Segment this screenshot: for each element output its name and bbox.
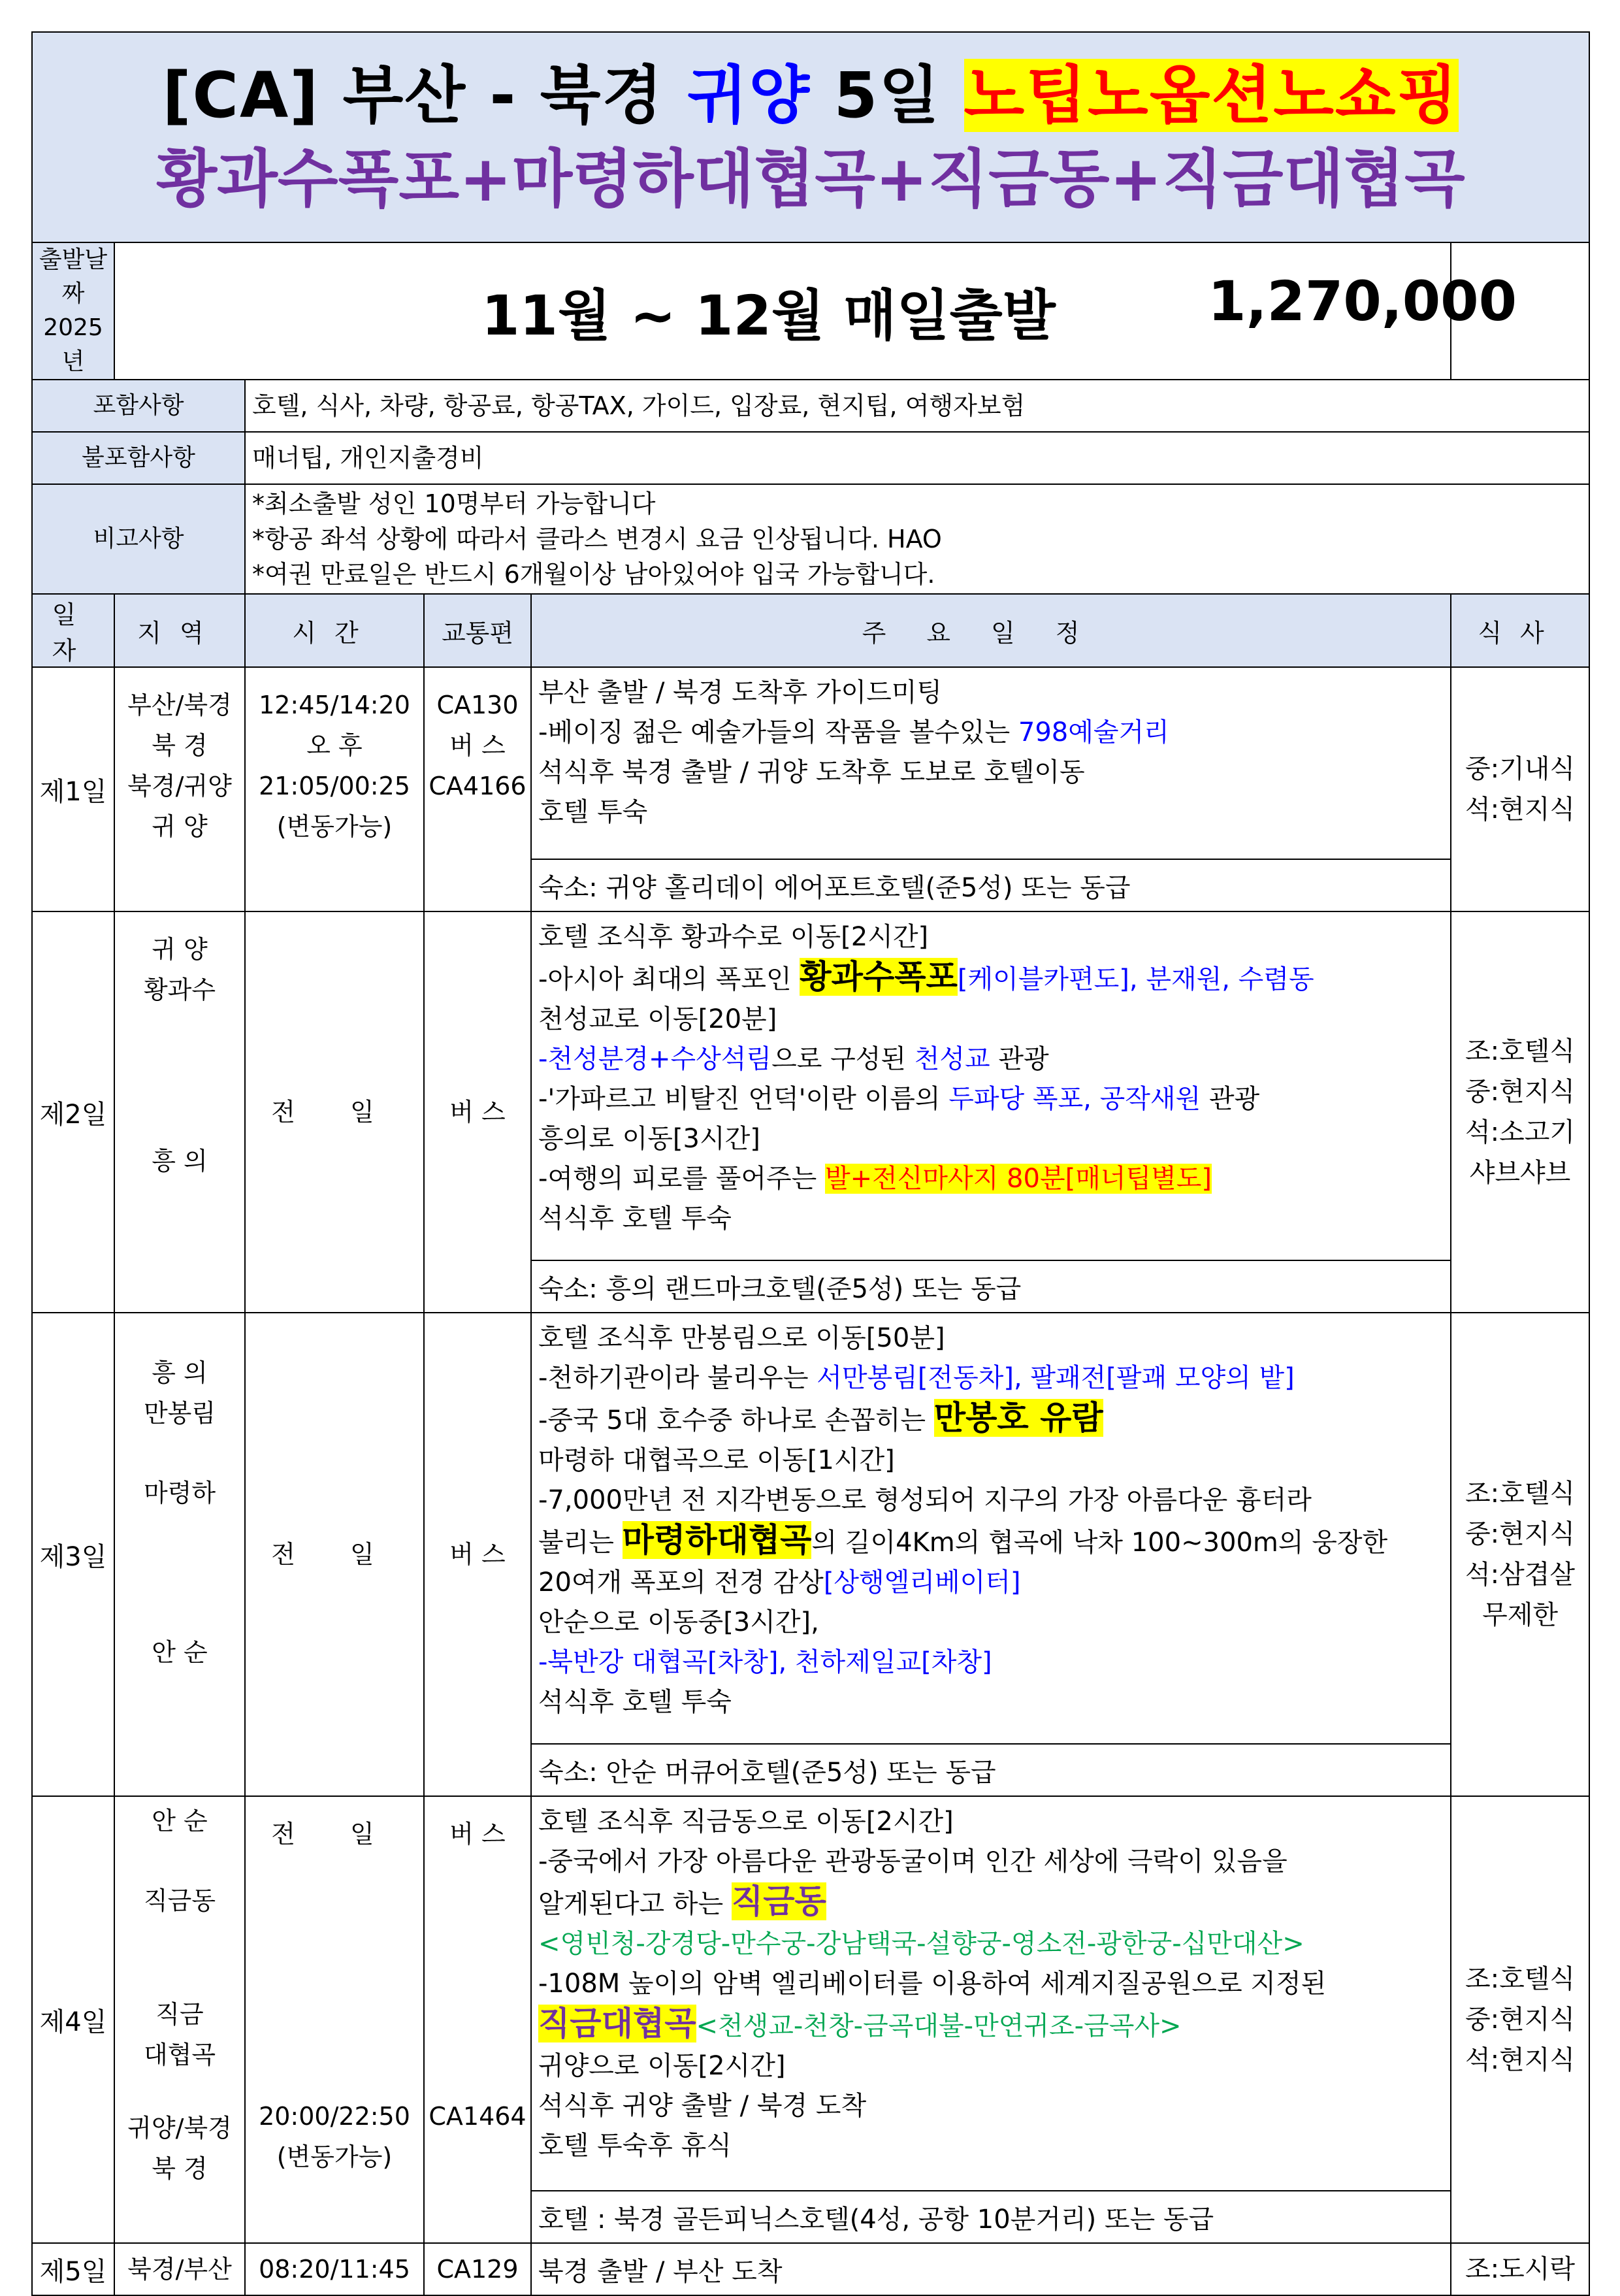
col-schedule: 주요일정 [531,594,1451,667]
exclude-value: 매너팁, 개인지출경비 [245,432,1589,484]
spot-malinghe: 마령하대협곡 [622,1521,812,1559]
day4-meals [1451,1796,1589,2243]
region: 부산/북경 [127,691,232,719]
schedule-header-row [32,594,1589,667]
schedule-text: 알게된다고 하는 [538,1889,732,1919]
spot-huangguoshu: 황과수폭포 [800,958,958,996]
meal: 석:소고기 [1465,1117,1576,1147]
schedule-text: -아시아 최대의 폭포인 [538,964,800,994]
day2-hotel: 숙소: 흥의 랜드마크호텔(준5성) 또는 동급 [531,1260,1451,1313]
depart-label-text: 출발날짜 [39,246,108,307]
schedule-line [538,713,1444,753]
meal: 중:기내식 [1465,754,1576,784]
day1-transport [424,667,531,911]
meal: 중:현지식 [1465,2005,1576,2035]
schedule-line [538,1079,1444,1119]
region: 북경/귀양 [127,772,232,800]
region: 직금 [155,2000,204,2029]
depart-dates-text: 11월 ~ 12월 매일출발 [481,283,1056,348]
meal: 조:호텔식 [1465,1479,1576,1509]
day1-times [245,667,424,911]
day5-meal: 조:도시락 [1451,2243,1589,2295]
schedule-text: 의 길이4Km의 협곡에 낙차 100~300m의 웅장한 [811,1528,1388,1558]
schedule-line: 호텔 투숙후 휴식 [538,2131,732,2161]
depart-dates [114,242,531,380]
day4-label: 제4일 [32,1796,114,2243]
spot-798-art: 798예술거리 [1018,717,1169,747]
notes-label: 비고사항 [32,484,245,594]
day3-meals [1451,1313,1589,1796]
title-destination: 귀양 [687,59,811,132]
price: 1,270,000 [1208,269,1517,333]
day2-time: 전 일 [245,911,424,1313]
schedule-line: -7,000만년 전 지각변동으로 형성되어 지구의 가장 아름다운 흉터라 [538,1485,1312,1515]
schedule-line [538,1398,1444,1441]
spot-elevator: [상행엘리베이터] [823,1567,1021,1598]
schedule-line: 호텔 조식후 만봉림으로 이동[50분] [538,1323,945,1353]
region: 흥 의 [152,1358,208,1387]
col-transport: 교통편 [424,594,531,667]
schedule-text: -'가파르고 비탈진 언덕'이란 이름의 [538,1084,949,1114]
day5-transport: CA129 [424,2243,531,2295]
schedule-text: -베이징 젊은 예술가들의 작품을 볼수있는 [538,717,1018,747]
meal: 석:현지식 [1465,2045,1576,2075]
schedule-line [538,1358,1444,1398]
page-title [33,44,1589,138]
day5-schedule: 북경 출발 / 부산 도착 [531,2243,1451,2295]
day4-regions [114,1796,245,2243]
transport: 버 스 [449,1820,506,1848]
title-duration: 5일 [811,59,964,132]
meal: 석:삼겹살 [1465,1560,1576,1590]
spot-detail: <천생교-천창-금곡대불-만연귀조-금곡사> [696,2011,1182,2041]
meal: 조:호텔식 [1465,1964,1576,1994]
depart-label [32,242,114,380]
day1-hotel: 숙소: 귀양 홀리데이 에어포트호텔(준5성) 또는 동급 [531,859,1451,911]
spot-wanfenglin: 서만봉림[전동차], 팔괘전[팔괘 모양의 밭] [817,1363,1295,1393]
day2-schedule [531,911,1451,1260]
region: 귀양/북경 [127,2114,232,2142]
transport: CA130 [436,691,519,719]
include-value: 호텔, 식사, 차량, 항공료, 항공TAX, 가이드, 입장료, 현지팁, 여행자보험 [245,380,1589,432]
note-item: *여권 만료일은 반드시 6개월이상 남아있어야 입국 가능합니다. [252,560,935,589]
spot-zhijindong: 직금동 [731,1882,826,1920]
day4-schedule [531,1796,1451,2191]
transport: 버 스 [449,731,506,760]
region: 황과수 [143,976,216,1004]
col-time: 시간 [245,594,424,667]
schedule-text: 관광 [990,1044,1049,1074]
region: 귀 양 [152,812,208,841]
meal: 무제한 [1482,1600,1558,1630]
day4-transport [424,1796,531,2243]
day1-regions [114,667,245,911]
massage-highlight: 발+전신마사지 80분[매너팁별도] [824,1164,1212,1194]
region: 직금동 [143,1886,216,1915]
meal: 석:현지식 [1465,795,1576,825]
schedule-line [538,1882,1444,1924]
day1-label: 제1일 [32,667,114,911]
schedule-line: -북반강 대협곡[차창], 천하제일교[차창] [538,1647,992,1677]
meal: 조:호텔식 [1465,1036,1576,1066]
day5-region: 북경/부산 [114,2243,245,2295]
include-label: 포함사항 [32,380,245,432]
title-route: [CA] 부산 - 북경 [162,59,687,132]
title-no-tip-badge: 노팁노옵션노쇼핑 [964,59,1459,132]
day2-meals [1451,911,1589,1313]
day2-transport: 버 스 [424,911,531,1313]
itinerary-table [31,31,1590,2296]
day3-label: 제3일 [32,1313,114,1796]
day4-times [245,1796,424,2243]
region: 흥 의 [152,1147,208,1175]
schedule-text: 20여개 폭포의 전경 감상 [538,1567,824,1598]
time: (변동가능) [276,812,393,841]
meal: 샤브샤브 [1469,1158,1571,1188]
time: 21:05/00:25 [259,772,410,800]
day3-schedule [531,1313,1451,1744]
spot-doupotang: 두파당 폭포, 공작새원 [948,1084,1201,1114]
region: 귀 양 [152,935,208,964]
spot-tianxing: -천성분경+수상석림 [538,1044,772,1074]
day4-row [32,1796,1589,2191]
day3-regions [114,1313,245,1796]
spot-tianxingqiao: 천성교 [914,1044,990,1074]
schedule-line [538,1040,1444,1079]
schedule-line: 석식후 호텔 투숙 [538,1204,732,1234]
schedule-line: 석식후 호텔 투숙 [538,1687,732,1717]
time: (변동가능) [276,2142,393,2171]
note-item: *항공 좌석 상황에 따라서 클라스 변경시 요금 인상됩니다. HAO [252,525,942,553]
day3-row [32,1313,1589,1744]
schedule-text: -천하기관이라 불리우는 [538,1363,817,1393]
schedule-text: -여행의 피로를 풀어주는 [538,1164,825,1194]
schedule-line: -108M 높이의 암벽 엘리베이터를 이용하여 세계지질공원으로 지정된 [538,1969,1327,1999]
day1-schedule [531,667,1451,859]
day1-meals [1451,667,1589,911]
schedule-line: 석식후 북경 출발 / 귀양 도착후 도보로 호텔이동 [538,757,1085,787]
schedule-line: 귀양으로 이동[2시간] [538,2051,786,2081]
day2-regions [114,911,245,1313]
schedule-line [538,1520,1444,1563]
schedule-text: -중국 5대 호수중 하나로 손꼽히는 [538,1405,934,1435]
region: 북 경 [152,2154,208,2183]
region: 안 순 [152,1638,208,1667]
schedule-line [538,957,1444,1000]
schedule-line: 마령하 대협곡으로 이동[1시간] [538,1445,895,1475]
day5-row [32,2243,1589,2295]
schedule-text: 불리는 [538,1528,623,1558]
region: 대협곡 [143,2041,216,2069]
meal: 중:현지식 [1465,1519,1576,1549]
schedule-line: 호텔 조식후 황과수로 이동[2시간] [538,922,929,952]
col-day: 일자 [32,594,114,667]
transport: CA4166 [429,772,526,800]
day5-time: 08:20/11:45 [245,2243,424,2295]
schedule-line [538,2004,1444,2046]
schedule-line: 흥의로 이동[3시간] [538,1124,760,1154]
note-item: *최소출발 성인 10명부터 가능합니다 [252,489,656,518]
time: 전 일 [271,1820,398,1848]
schedule-line: 천성교로 이동[20분] [538,1004,777,1034]
spot-zhijin-canyon: 직금대협곡 [538,2005,696,2042]
schedule-line: -중국에서 가장 아름다운 관광동굴이며 인간 세상에 극락이 있음을 [538,1846,1288,1877]
transport: CA1464 [429,2102,526,2131]
price-cell [1208,242,1589,380]
itinerary-sheet [31,31,1589,2296]
region: 북 경 [152,731,208,760]
schedule-line: 석식후 귀양 출발 / 북경 도착 [538,2091,867,2121]
meal: 중:현지식 [1465,1077,1576,1107]
day2-row [32,911,1589,1260]
page-subtitle: 황과수폭포+마령하대협곡+직금동+직금대협곡 [156,142,1465,216]
schedule-line: 부산 출발 / 북경 도착후 가이드미팅 [538,678,943,708]
schedule-line: 안순으로 이동중[3시간], [538,1607,819,1637]
day1-row [32,667,1589,859]
schedule-text: 관광 [1201,1084,1260,1114]
day5-label: 제5일 [32,2243,114,2295]
depart-year: 2025년 [43,314,103,375]
time: 20:00/22:50 [259,2102,410,2131]
time: 오 후 [306,731,363,760]
notes-list [245,484,1589,594]
day4-hotel: 호텔 : 북경 골든피닉스호텔(4성, 공항 10분거리) 또는 동급 [531,2191,1451,2243]
time: 12:45/14:20 [259,691,410,719]
region: 마령하 [143,1479,216,1507]
schedule-line: <영빈청-강경당-만수궁-강남택국-설향궁-영소전-광한궁-십만대산> [538,1929,1304,1959]
spot-detail: [케이블카편도], 분재원, 수렴동 [957,964,1314,994]
region: 안 순 [152,1807,208,1835]
schedule-text: 으로 구성된 [771,1044,915,1074]
day3-transport: 버 스 [424,1313,531,1796]
col-region: 지역 [114,594,245,667]
schedule-line: 호텔 투숙 [538,797,648,827]
day3-hotel: 숙소: 안순 머큐어호텔(준5성) 또는 동급 [531,1744,1451,1796]
title-block [32,32,1589,242]
col-meals: 식사 [1451,594,1589,667]
schedule-line [538,1159,1444,1199]
spot-wanfenghu: 만봉호 유람 [933,1399,1103,1437]
region: 만봉림 [143,1399,216,1428]
exclude-label: 불포함사항 [32,432,245,484]
day2-label: 제2일 [32,911,114,1313]
schedule-line [538,1563,1444,1603]
day3-time: 전 일 [245,1313,424,1796]
schedule-line: 호텔 조식후 직금동으로 이동[2시간] [538,1807,954,1837]
